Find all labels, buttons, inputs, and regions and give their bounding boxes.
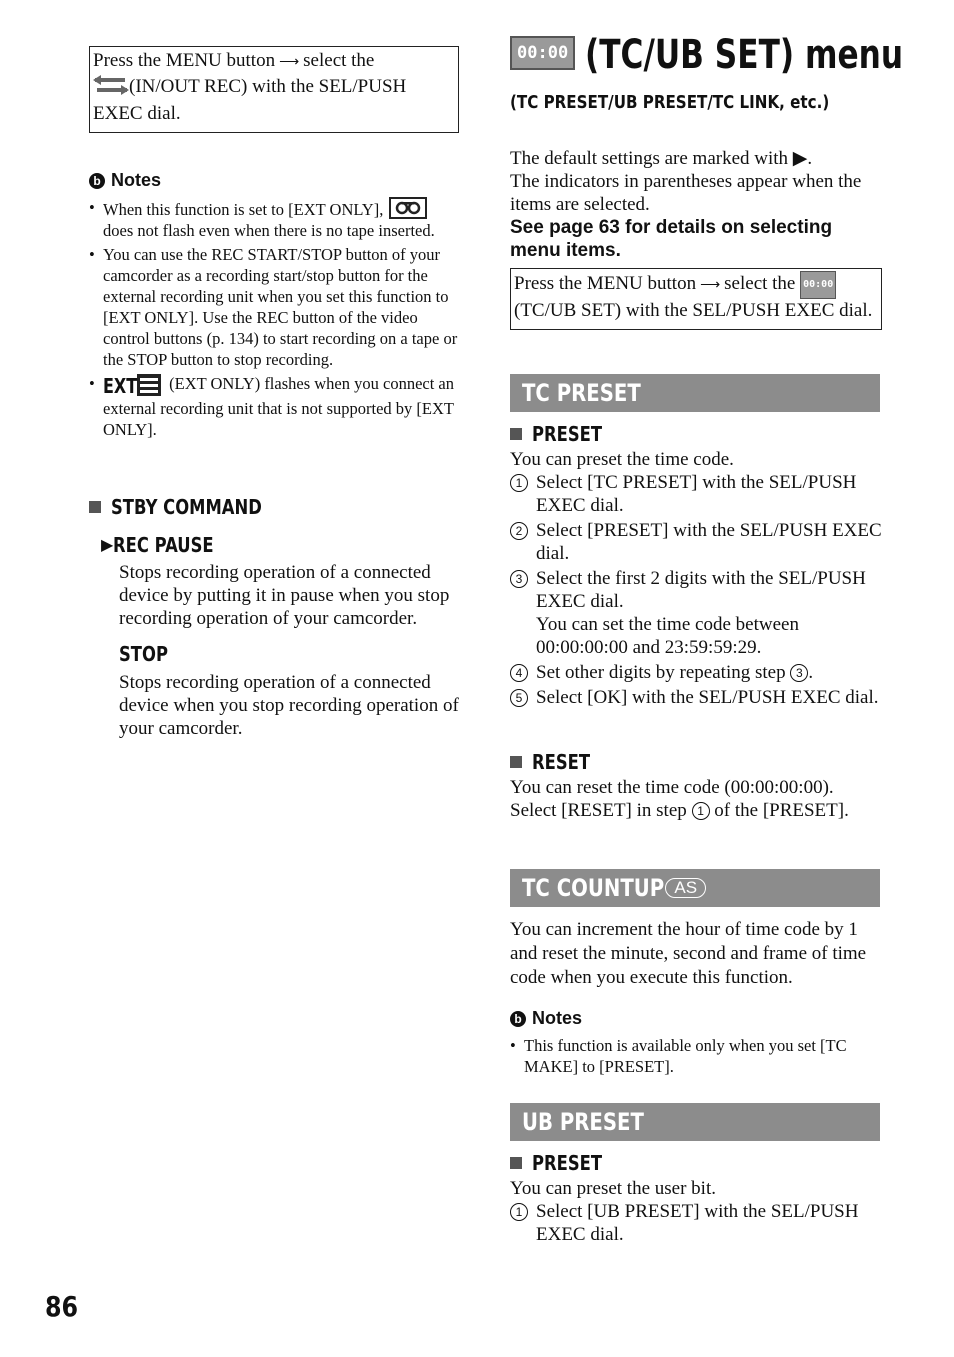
stop-text: Stops recording operation of a connected device when you stop recording operation of your camcorder. bbox=[119, 672, 459, 739]
rec-pause-text: Stops recording operation of a connected device by putting it in pause when you stop recording operation of your camcorder. bbox=[119, 562, 450, 629]
stby-command-section bbox=[89, 495, 459, 740]
square-bullet-icon bbox=[89, 501, 101, 513]
notes-list bbox=[89, 197, 459, 440]
preset-heading: PRESET bbox=[510, 422, 882, 446]
reset-heading: RESET bbox=[510, 750, 882, 774]
preset-heading: PRESET bbox=[510, 1151, 882, 1175]
notes-heading: b Notes bbox=[510, 1008, 882, 1029]
list-item: • You can use the REC START/STOP button of your camcorder as a recording start/stop button for the external recording unit when you set this function to [EXT ONLY]. Use the REC button of the video control buttons (p. 134) to start recording on a tape or the STOP button to stop recording. bbox=[89, 244, 459, 370]
as-badge: AS bbox=[665, 878, 706, 898]
ub-preset-steps bbox=[510, 1200, 882, 1246]
page-number: 86 bbox=[45, 1290, 79, 1323]
tc-preset-section: PRESET You can preset the time code. 1 Select [TC PRESET] with the SEL/PUSH EXEC dial. 2 Select [PRESET] with the SEL/PUSH EXEC dial. 3 Select the first 2 digits with the SEL/PUSH EXEC dial. You can set the time code between 00:00:00:00 and 23:59:59:29. 4 Set other digits by repeating step 3 . 5 Select [OK] with the SEL/PUSH EXEC dial. bbox=[510, 422, 882, 708]
tc-ub-set-icon: 00:00 bbox=[510, 36, 575, 70]
preset-steps bbox=[510, 471, 882, 709]
list-item: 5 Select [OK] with the SEL/PUSH EXEC dial. bbox=[510, 686, 882, 709]
tc-countup-band: TC COUNTUP AS bbox=[510, 869, 880, 907]
tape-icon bbox=[389, 197, 427, 219]
page-title: 00:00 (TC/UB SET) menu bbox=[510, 32, 890, 82]
notes-icon: b bbox=[89, 173, 105, 189]
stby-command-heading: STBY COMMAND bbox=[89, 495, 459, 519]
stop-heading: STOP bbox=[119, 642, 168, 666]
square-bullet-icon bbox=[510, 428, 522, 440]
reset-section: RESET You can reset the time code (00:00:00:00). Select [RESET] in step 1 of the [PRESET]. bbox=[510, 750, 882, 822]
default-marker-icon: ▶ bbox=[101, 535, 114, 554]
notes-icon: b bbox=[510, 1011, 526, 1027]
notes-list bbox=[510, 1035, 882, 1077]
menu-instruction-box: Press the MENU button ⟶ select the (IN/OUT REC) with the SEL/PUSH EXEC dial. bbox=[89, 46, 459, 133]
list-item: • When this function is set to [EXT ONLY], does not flash even when there is no tape inserted. bbox=[89, 197, 459, 241]
rec-pause-heading: ▶REC PAUSE bbox=[101, 533, 214, 557]
notes-section bbox=[89, 170, 459, 443]
list-item: • This function is available only when you set [TC MAKE] to [PRESET]. bbox=[510, 1035, 882, 1077]
menu-instruction-box-right: Press the MENU button ⟶ select the 00:00 (TC/UB SET) with the SEL/PUSH EXEC dial. bbox=[510, 268, 882, 330]
in-out-rec-icon bbox=[93, 75, 129, 102]
see-page-text: See page 63 for details on selecting menu items. bbox=[510, 217, 833, 261]
square-bullet-icon bbox=[510, 1157, 522, 1169]
ub-preset-section: PRESET You can preset the user bit. 1 Select [UB PRESET] with the SEL/PUSH EXEC dial. bbox=[510, 1151, 882, 1248]
square-bullet-icon bbox=[510, 756, 522, 768]
list-item: 4 Set other digits by repeating step 3 . bbox=[510, 661, 882, 684]
arrow-right-icon: ⟶ bbox=[700, 278, 721, 293]
list-item: 1 Select [UB PRESET] with the SEL/PUSH EXEC dial. bbox=[510, 1200, 882, 1246]
page-subtitle: (TC PRESET/UB PRESET/TC LINK, etc.) bbox=[510, 92, 830, 113]
notes-heading: b Notes bbox=[89, 170, 459, 191]
list-item: 3 Select the first 2 digits with the SEL/PUSH EXEC dial. You can set the time code between 00:00:00:00 and 23:59:59:29. bbox=[510, 567, 882, 659]
tc-preset-band: TC PRESET bbox=[510, 374, 880, 412]
list-item: • EXT (EXT ONLY) flashes when you connect an external recording unit that is not supported by [EXT ONLY]. bbox=[89, 373, 459, 440]
list-item: 2 Select [PRESET] with the SEL/PUSH EXEC dial. bbox=[510, 519, 882, 565]
tc-ub-set-icon: 00:00 bbox=[800, 271, 836, 299]
arrow-right-icon: ⟶ bbox=[279, 55, 300, 70]
ub-preset-band: UB PRESET bbox=[510, 1103, 880, 1141]
tc-countup-section: You can increment the hour of time code by 1 and reset the minute, second and frame of time code when you execute this function. b Notes • This function is available only when you set [TC MAKE] to [PRESET]. bbox=[510, 918, 882, 1080]
intro-text: The default settings are marked with ▶. The indicators in parentheses appear when the items are selected. See page 63 for details on selecting menu items. bbox=[510, 147, 882, 262]
ext-only-icon: EXT bbox=[103, 374, 161, 398]
list-item: 1 Select [TC PRESET] with the SEL/PUSH EXEC dial. bbox=[510, 471, 882, 517]
